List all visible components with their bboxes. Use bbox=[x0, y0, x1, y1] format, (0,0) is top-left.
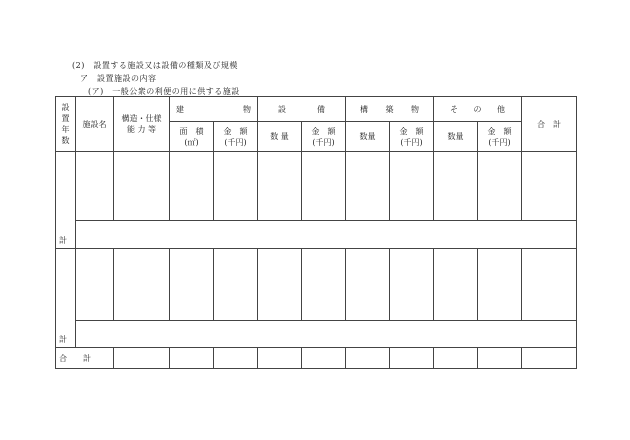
data-cell[interactable] bbox=[214, 152, 258, 221]
data-cell[interactable] bbox=[390, 249, 434, 321]
data-cell[interactable] bbox=[522, 249, 577, 321]
data-cell[interactable] bbox=[434, 152, 478, 221]
sub-subsection-heading: (ア) 一般公衆の利便の用に供する施設 bbox=[88, 87, 240, 96]
facility-table bbox=[55, 96, 577, 369]
group-header-building: 建 物 bbox=[170, 97, 258, 122]
subtotal-label: 計 bbox=[56, 249, 76, 348]
col-header-years: 設 置 年 数 bbox=[56, 97, 76, 152]
facility-name-cell[interactable] bbox=[76, 152, 114, 221]
data-cell[interactable] bbox=[346, 249, 390, 321]
grand-total-cell[interactable] bbox=[346, 348, 390, 369]
group-header-equipment: 設 備 bbox=[258, 97, 346, 122]
subheader-construct-amount: 金 額 (千円) bbox=[390, 122, 434, 152]
subheader-construct-qty: 数量 bbox=[346, 122, 390, 152]
subtotal-row-cells bbox=[76, 321, 577, 348]
grand-total-cell[interactable] bbox=[522, 348, 577, 369]
group-header-construct: 構 築 物 bbox=[346, 97, 434, 122]
subheader-other-amount: 金 額 (千円) bbox=[478, 122, 522, 152]
subheader-equipment-amount: 金 額 (千円) bbox=[302, 122, 346, 152]
grand-total-cell[interactable] bbox=[258, 348, 302, 369]
grand-total-cell[interactable] bbox=[434, 348, 478, 369]
grand-total-cell[interactable] bbox=[478, 348, 522, 369]
data-cell[interactable] bbox=[114, 249, 170, 321]
col-header-facility-name: 施設名 bbox=[76, 97, 114, 152]
section-heading: (2) 設置する施設又は設備の種類及び規模 bbox=[72, 61, 238, 70]
data-cell[interactable] bbox=[390, 152, 434, 221]
data-cell[interactable] bbox=[170, 249, 214, 321]
subheader-building-area: 面 積 (㎡) bbox=[170, 122, 214, 152]
grand-total-cell[interactable] bbox=[302, 348, 346, 369]
facility-name-cell[interactable] bbox=[76, 249, 114, 321]
data-cell[interactable] bbox=[114, 152, 170, 221]
grand-total-cell[interactable] bbox=[390, 348, 434, 369]
data-cell[interactable] bbox=[302, 152, 346, 221]
data-cell[interactable] bbox=[478, 249, 522, 321]
col-header-structure: 構造・仕様 能 力 等 bbox=[114, 97, 170, 152]
data-cell[interactable] bbox=[214, 249, 258, 321]
subtotal-label: 計 bbox=[56, 152, 76, 249]
data-cell[interactable] bbox=[258, 152, 302, 221]
data-cell[interactable] bbox=[478, 152, 522, 221]
grand-total-label: 合 計 bbox=[56, 348, 114, 369]
grand-total-cell[interactable] bbox=[214, 348, 258, 369]
data-cell[interactable] bbox=[302, 249, 346, 321]
data-cell[interactable] bbox=[522, 152, 577, 221]
subsection-heading: ア 設置施設の内容 bbox=[80, 74, 157, 83]
subheader-equipment-qty: 数 量 bbox=[258, 122, 302, 152]
grand-total-cell[interactable] bbox=[170, 348, 214, 369]
subheader-building-amount: 金 額 (千円) bbox=[214, 122, 258, 152]
subtotal-row-cells bbox=[76, 221, 577, 249]
data-cell[interactable] bbox=[258, 249, 302, 321]
grand-total-cell[interactable] bbox=[114, 348, 170, 369]
group-header-other: そ の 他 bbox=[434, 97, 522, 122]
col-header-total: 合 計 bbox=[522, 97, 577, 152]
data-cell[interactable] bbox=[170, 152, 214, 221]
subheader-other-qty: 数量 bbox=[434, 122, 478, 152]
data-cell[interactable] bbox=[434, 249, 478, 321]
data-cell[interactable] bbox=[346, 152, 390, 221]
